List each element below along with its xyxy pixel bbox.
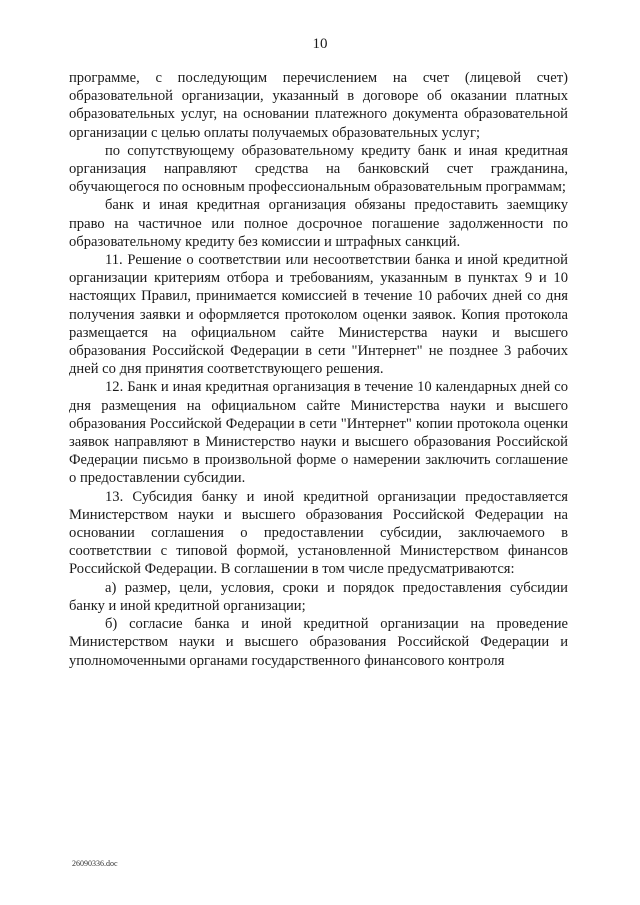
document-body: [69, 69, 568, 670]
paragraph: а) размер, цели, условия, сроки и порядок предоставления субсидии банку и иной кредитной организации;: [69, 579, 568, 614]
paragraph: программе, с последующим перечислением на счет (лицевой счет) образовательной организации, указанный в договоре об оказании платных образовательных услуг, на основании платежного документа образовательной организации с целью оплаты получаемых образовательных услуг;: [69, 70, 568, 141]
document-filename: 26090336.doc: [72, 859, 118, 868]
paragraph: б) согласие банка и иной кредитной организации на проведение Министерством науки и высшего образования Российской Федерации и уполномоченными органами государственного финансового контроля: [69, 616, 568, 669]
paragraph: 12. Банк и иная кредитная организация в течение 10 календарных дней со дня размещения на официальном сайте Министерства науки и высшего образования Российской Федерации в сети "Интернет" копии протокола оценки заявок направляют в Министерство науки и высшего образования Российской Федерации письмо в произвольной форме о намерении заключить соглашение о предоставлении субсидии.: [69, 379, 568, 487]
paragraph: по сопутствующему образовательному кредиту банк и иная кредитная организация направляют средства на банковский счет гражданина, обучающегося по основным профессиональным образовательным программам;: [69, 142, 568, 196]
paragraph: 13. Субсидия банку и иной кредитной организации предоставляется Министерством науки и высшего образования Российской Федерации на основании соглашения о предоставлении субсидии, заключаемого в соответствии с типовой формой, установленной Министерством финансов Российской Федерации. В соглашении в том числе предусматриваются:: [69, 488, 568, 578]
page-number: 10: [312, 36, 328, 52]
paragraph: 11. Решение о соответствии или несоответствии банка и иной кредитной организации критериям отбора и требованиям, указанным в пунктах 9 и 10 настоящих Правил, принимается комиссией в течение 10 рабочих дней со дня получения заявки и оформляется протоколом оценки заявок. Копия протокола размещается на официальном сайте Министерства науки и высшего образования Российской Федерации в сети "Интернет" не позднее 3 рабочих дней со дня принятия соответствующего решения.: [69, 252, 568, 378]
paragraph: банк и иная кредитная организация обязаны предоставить заемщику право на частичное или полное досрочное погашение задолженности по образовательному кредиту без комиссии и штрафных санкций.: [69, 197, 568, 250]
